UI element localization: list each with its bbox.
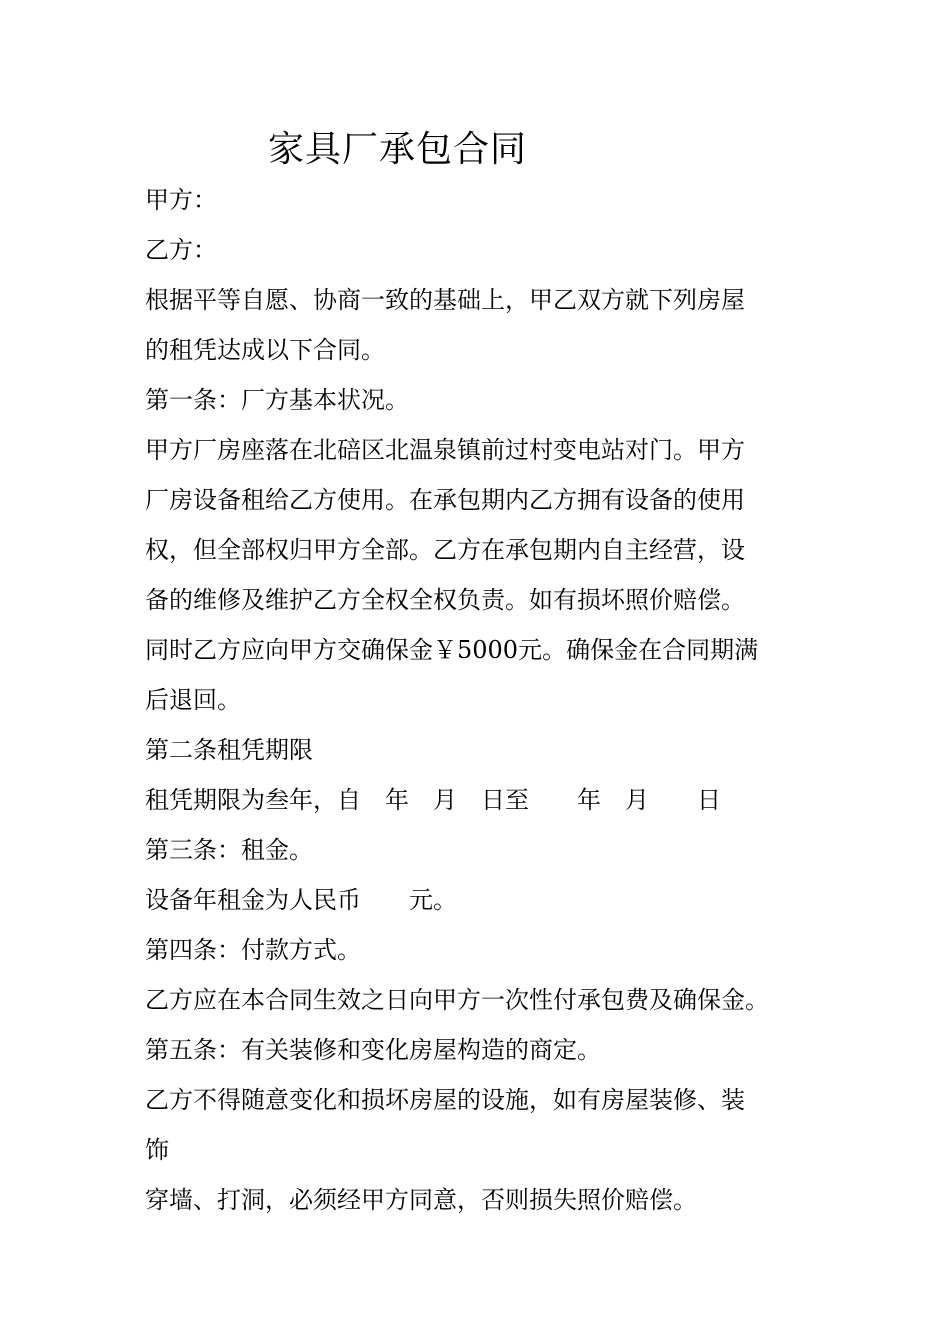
document-title: 家具厂承包合同 [268, 129, 528, 170]
article-2-line-1: 租凭期限为叁年，自 年 月 日至 年 月 日 [145, 786, 721, 814]
article-1-line-3: 权，但全部权归甲方全部。乙方在承包期内自主经营，设 [145, 536, 745, 564]
article-1-line-6: 后退回。 [145, 686, 241, 714]
article-1-heading: 第一条：厂方基本状况。 [145, 386, 409, 414]
article-5-heading: 第五条：有关装修和变化房屋构造的商定。 [145, 1036, 601, 1064]
document-body [145, 175, 815, 1225]
article-1-line-2: 厂房设备租给乙方使用。在承包期内乙方拥有设备的使用 [145, 486, 745, 514]
preamble-line-1: 根据平等自愿、协商一致的基础上，甲乙双方就下列房屋 [145, 286, 745, 314]
article-3-heading: 第三条：租金。 [145, 836, 313, 864]
article-5-line-3: 穿墙、打洞，必须经甲方同意，否则损失照价赔偿。 [145, 1186, 697, 1214]
article-2-heading: 第二条租凭期限 [145, 736, 313, 764]
article-3-line-1: 设备年租金为人民币 元。 [145, 886, 457, 914]
article-1-line-5: 同时乙方应向甲方交确保金￥5000元。确保金在合同期满 [145, 636, 759, 664]
article-1-line-4: 备的维修及维护乙方全权全权负责。如有损坏照价赔偿。 [145, 586, 745, 614]
article-4-heading: 第四条：付款方式。 [145, 936, 361, 964]
article-1-line-1: 甲方厂房座落在北碚区北温泉镇前过村变电站对门。甲方 [145, 436, 745, 464]
article-5-line-1: 乙方不得随意变化和损坏房屋的设施，如有房屋装修、装 [145, 1086, 745, 1114]
article-4-line-1: 乙方应在本合同生效之日向甲方一次性付承包费及确保金。 [145, 986, 769, 1014]
article-5-line-2: 饰 [145, 1136, 169, 1164]
party-b-line: 乙方： [145, 236, 217, 264]
preamble-line-2: 的租凭达成以下合同。 [145, 336, 385, 364]
party-a-line: 甲方： [145, 186, 217, 214]
